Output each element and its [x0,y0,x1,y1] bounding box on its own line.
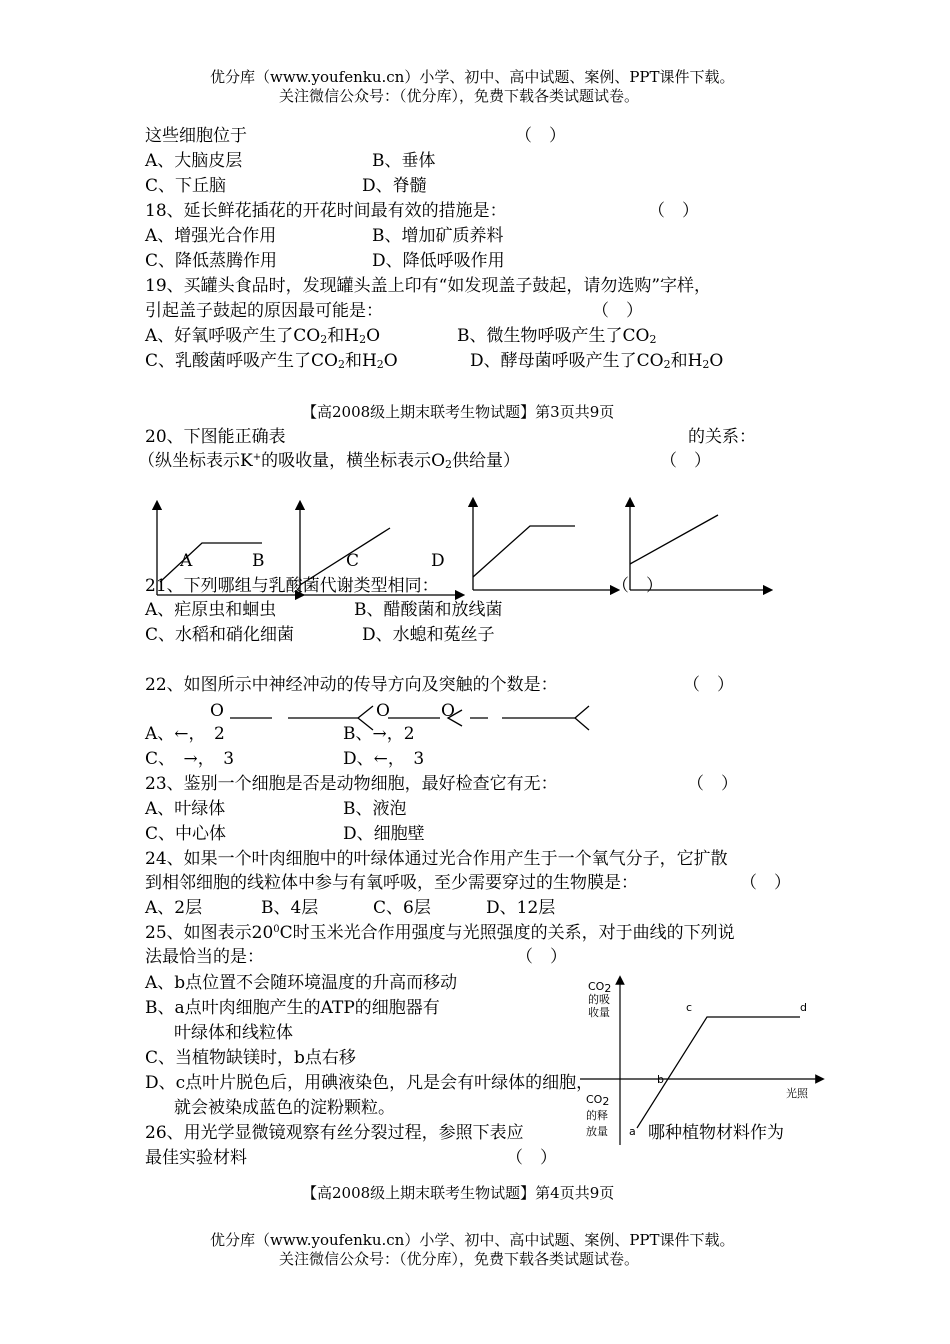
q24-stem-line-1: 24、如果一个叶肉细胞中的叶绿体通过光合作用产生于一个氧气分子，它扩散 [145,849,728,869]
q18-option-c: C、降低蒸腾作用 [145,251,278,271]
q26-stem-line-2: 最佳实验材料 [145,1148,247,1168]
q24-option-c: C、6层 [373,898,431,918]
q25-option-d-line-2: 就会被染成蓝色的淀粉颗粒。 [174,1098,395,1118]
q17-option-a: A、大脑皮层 [145,151,243,171]
q24-stem-line-2: 到相邻细胞的线粒体中参与有氧呼吸，至少需要穿过的生物膜是： [145,873,638,893]
q19-answer-paren: （ ） [592,301,643,321]
q21-answer-paren: （ ） [612,576,663,596]
q24-option-a: A、2层 [145,898,203,918]
q25-answer-paren: （ ） [516,947,567,967]
q21-option-d: D、水螅和菟丝子 [362,625,495,645]
q26-answer-paren: （ ） [506,1148,557,1168]
q17-option-d: D、脊髓 [362,176,427,196]
q25-point-b: b [657,1073,664,1086]
q22-option-d: D、←， 3 [343,749,425,769]
q22-neuron-body-2: O [376,701,390,721]
q25-option-a: A、b点位置不会随环境温度的升高而移动 [145,973,458,993]
q20-graph-label-a: A [180,551,193,571]
q25-graph-y-top-label: $CO_2$ 的吸 收量 [588,980,612,1019]
q22-option-a: A、←， 2 [145,724,225,744]
q25-point-a: a [629,1125,636,1138]
q19-option-d: D、酵母菌呼吸产生了$CO_2$和$H_2O$ [470,351,724,371]
page-4-footer: 【高2008级上期末联考生物试题】第4页共9页 [302,1184,615,1202]
q21-option-c: C、水稻和硝化细菌 [145,625,295,645]
q18-answer-paren: （ ） [648,201,699,221]
q20-stem-right: 的关系： [688,427,756,447]
q18-option-a: A、增强光合作用 [145,226,277,246]
q25-stem-line-2: 法最恰当的是： [145,947,264,967]
header-line-2: 关注微信公众号：（优分库），免费下载各类试题试卷。 [279,87,640,105]
q26-stem-line-1-right: 哪种植物材料作为 [648,1123,784,1143]
q25-graph-y-bottom-label: $CO_2$ 的释 放量 [586,1093,610,1138]
q25-option-c: C、当植物缺镁时，b点右移 [145,1048,356,1068]
q24-option-b: B、4层 [261,898,319,918]
q25-option-b-line-2: 叶绿体和线粒体 [174,1023,293,1043]
q17-option-b: B、垂体 [372,151,436,171]
q20-graph-label-b: B [252,551,265,571]
page-3-footer: 【高2008级上期末联考生物试题】第3页共9页 [302,403,615,421]
q17-option-c: C、下丘脑 [145,176,227,196]
q23-option-a: A、叶绿体 [145,799,226,819]
q18-option-d: D、降低呼吸作用 [372,251,505,271]
q20-graph-c [473,502,615,590]
q19-stem-line-2: 引起盖子鼓起的原因最可能是： [145,301,383,321]
q24-answer-paren: （ ） [740,873,791,893]
q21-stem: 21、下列哪组与乳酸菌代谢类型相同： [145,576,439,596]
q21-option-a: A、疟原虫和蛔虫 [145,600,277,620]
q25-graph [580,980,820,1145]
q23-answer-paren: （ ） [687,774,738,794]
q25-graph-x-label: 光照 [786,1087,808,1100]
q22-option-c: C、 →， 3 [145,749,235,769]
q23-option-c: C、中心体 [145,824,227,844]
q17-answer-paren: （ ） [515,126,566,146]
header-line-1: 优分库（www.youfenku.cn）小学、初中、高中试题、案例、PPT课件下载。 [210,68,735,86]
q19-option-c: C、乳酸菌呼吸产生了$CO_2$和$H_2O$ [145,351,398,371]
footer-line-2: 关注微信公众号：（优分库），免费下载各类试题试卷。 [279,1250,640,1268]
q21-option-b: B、醋酸菌和放线菌 [354,600,503,620]
q25-point-c: c [686,1001,693,1014]
q24-option-d: D、12层 [486,898,556,918]
q23-option-d: D、细胞壁 [343,824,425,844]
q18-stem: 18、延长鲜花插花的开花时间最有效的措施是： [145,201,507,221]
q20-note: （纵坐标表示K+的吸收量，横坐标表示$O_2$供给量） [138,451,521,471]
q23-option-b: B、液泡 [343,799,407,819]
q20-stem-left: 20、下图能正确表 [145,427,286,447]
q20-graph-label-c: C [346,551,360,571]
q22-stem: 22、如图所示中神经冲动的传导方向及突触的个数是： [145,675,558,695]
q19-option-b: B、微生物呼吸产生了$CO_2$ [457,326,657,346]
q25-point-d: d [800,1001,807,1014]
q22-option-b: B、→，2 [343,724,415,744]
q17-stem: 这些细胞位于 [145,126,247,146]
footer-line-1: 优分库（www.youfenku.cn）小学、初中、高中试题、案例、PPT课件下载。 [210,1231,735,1249]
q25-stem-line-1: 25、如图表示$20^0C$时玉米光合作用强度与光照强度的关系，对于曲线的下列说 [145,923,735,943]
q19-stem-line-1: 19、买罐头食品时，发现罐头盖上印有“如发现盖子鼓起，请勿选购”字样， [145,276,712,296]
q25-option-d-line-1: D、c点叶片脱色后，用碘液染色，凡是会有叶绿体的细胞， [145,1073,594,1093]
q19-option-a: A、好氧呼吸产生了$CO_2$和$H_2O$ [145,326,380,346]
q26-stem-line-1-left: 26、用光学显微镜观察有丝分裂过程，参照下表应 [145,1123,524,1143]
q25-option-b-line-1: B、a点叶肉细胞产生的ATP的细胞器有 [145,998,440,1018]
q22-answer-paren: （ ） [683,675,734,695]
q20-answer-paren: （ ） [660,451,711,471]
q22-neuron-body-3: O [441,701,455,721]
q22-neuron-body-1: O [210,701,224,721]
q20-graph-label-d: D [431,551,445,571]
q18-option-b: B、增加矿质养料 [372,226,504,246]
q23-stem: 23、鉴别一个细胞是否是动物细胞，最好检查它有无： [145,774,558,794]
